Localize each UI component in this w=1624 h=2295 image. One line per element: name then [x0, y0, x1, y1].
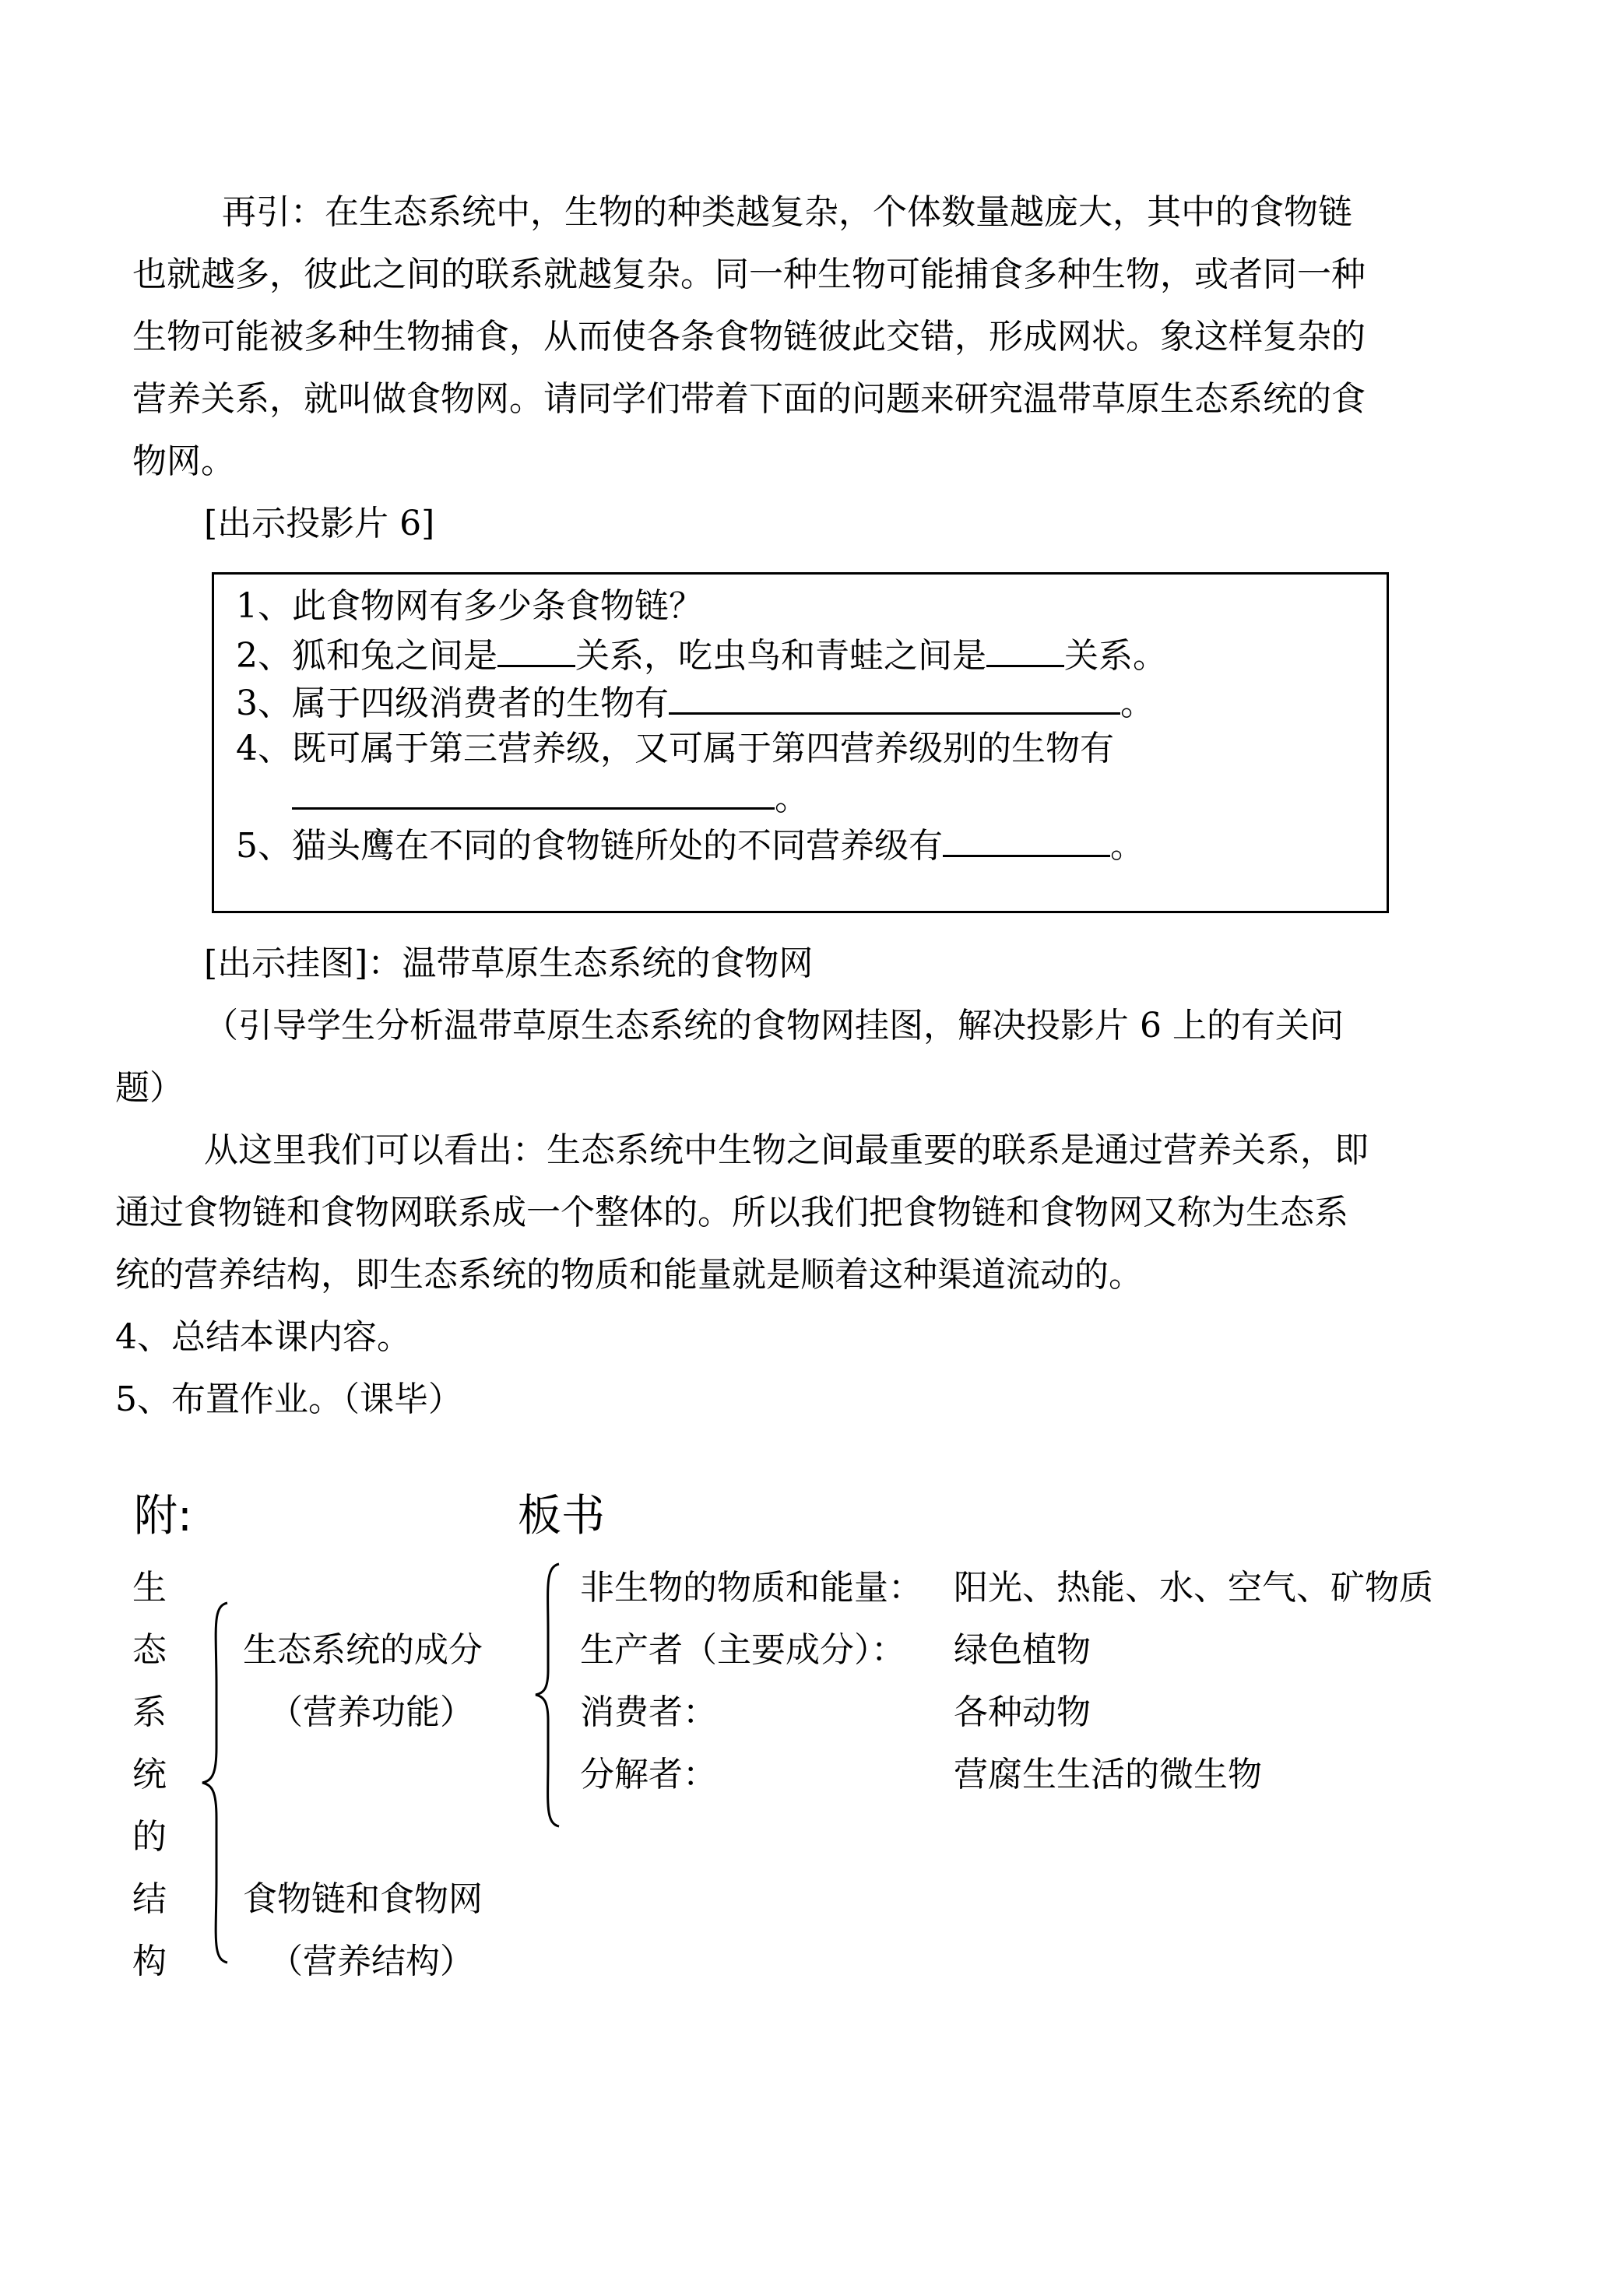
component-abiotic-label: 非生物的物质和能量： [580, 1568, 923, 1608]
question-4-part-b: 。 [775, 778, 809, 818]
root-char-6: 结 [132, 1879, 167, 1919]
question-4-answer [292, 773, 809, 822]
root-char-1: 生 [132, 1568, 167, 1608]
component-consumer-label: 消费者： [580, 1692, 717, 1732]
conclusion-line-2: 通过食物链和食物网联系成一个整体的。所以我们把食物链和食物网又称为生态系 [115, 1193, 1348, 1232]
root-char-7: 构 [132, 1942, 167, 1981]
slide-label: [出示投影片 6] [204, 504, 435, 543]
intro-line-4: 营养关系，就叫做食物网。请同学们带着下面的问题来研究温带草原生态系统的食 [132, 379, 1366, 419]
question-3-part-b: 。 [1120, 684, 1155, 723]
chart-label: [出示挂图]：温带草原生态系统的食物网 [204, 944, 814, 983]
question-1: 1、此食物网有多少条食物链？ [236, 586, 703, 626]
appendix-label: 附: [134, 1491, 192, 1541]
answer-blank-5 [943, 821, 1110, 857]
root-char-4: 统 [132, 1755, 167, 1794]
intro-line-3: 生物可能被多种生物捕食，从而使各条食物链彼此交错，形成网状。象这样复杂的 [132, 317, 1366, 357]
question-5-part-a: 5、猫头鹰在不同的食物链所处的不同营养级有 [236, 826, 943, 866]
step-4: 4、总结本课内容。 [115, 1317, 411, 1357]
component-abiotic-value: 阳光、热能、水、空气、矿物质 [954, 1568, 1433, 1608]
component-decomposer-label: 分解者： [580, 1755, 717, 1794]
guide-line-2: 题） [115, 1068, 184, 1108]
question-2-part-a: 2、狐和兔之间是 [236, 636, 497, 676]
question-box [212, 572, 1389, 913]
question-2-part-b: 关系，吃虫鸟和青蛙之间是 [575, 636, 986, 676]
question-4: 4、既可属于第三营养级，又可属于第四营养级别的生物有 [236, 729, 1114, 768]
component-consumer-value: 各种动物 [954, 1692, 1091, 1732]
appendix-title: 板书 [518, 1491, 605, 1541]
foodweb-subtitle: （营养结构） [269, 1942, 474, 1981]
step-5: 5、布置作业。（课毕） [115, 1379, 462, 1419]
answer-blank-2b [986, 631, 1064, 667]
question-5-part-b: 。 [1110, 826, 1144, 866]
conclusion-line-1: 从这里我们可以看出：生态系统中生物之间最重要的联系是通过营养关系，即 [204, 1130, 1369, 1170]
answer-blank-4 [292, 773, 775, 810]
question-3-part-a: 3、属于四级消费者的生物有 [236, 684, 669, 723]
component-producer-label: 生产者（主要成分）： [580, 1630, 905, 1670]
root-char-2: 态 [132, 1630, 167, 1670]
answer-blank-2a [497, 631, 575, 667]
guide-line-1: （引导学生分析温带草原生态系统的食物网挂图，解决投影片 6 上的有关问 [204, 1006, 1344, 1046]
components-title: 生态系统的成分 [243, 1630, 483, 1670]
conclusion-line-3: 统的营养结构，即生态系统的物质和能量就是顺着这种渠道流动的。 [115, 1255, 1143, 1295]
root-char-5: 的 [132, 1817, 167, 1857]
left-brace-icon [199, 1600, 230, 1966]
component-decomposer-value: 营腐生生活的微生物 [954, 1755, 1262, 1794]
answer-blank-3 [669, 678, 1120, 715]
intro-line-2: 也就越多，彼此之间的联系就越复杂。同一种生物可能捕食多种生物，或者同一种 [132, 255, 1366, 294]
question-5 [236, 821, 1144, 870]
inner-brace-icon [531, 1561, 562, 1829]
question-2-part-c: 关系。 [1064, 636, 1167, 676]
intro-line-5: 物网。 [132, 441, 235, 481]
component-producer-value: 绿色植物 [954, 1630, 1091, 1670]
question-2 [236, 631, 1167, 680]
intro-line-1: 再引：在生态系统中，生物的种类越复杂，个体数量越庞大，其中的食物链 [222, 192, 1352, 232]
root-char-3: 系 [132, 1692, 167, 1732]
components-subtitle: （营养功能） [269, 1692, 474, 1732]
question-3 [236, 678, 1155, 727]
foodweb-title: 食物链和食物网 [243, 1879, 483, 1919]
